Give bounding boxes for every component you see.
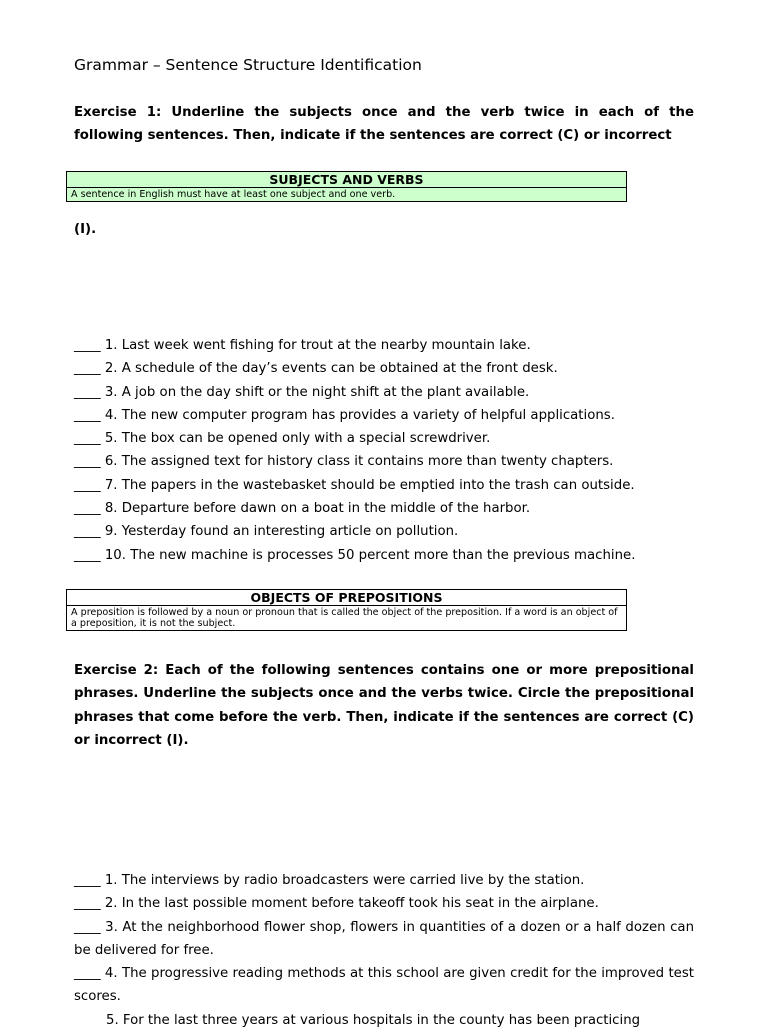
exercise1-instructions: Exercise 1: Underline the subjects once and the verb twice in each of the following sentences. Then, indicate if the sentences are correct (C) or incorrect — [74, 105, 694, 144]
list-item: ____ 9. Yesterday found an interesting article on pollution. — [74, 524, 459, 540]
exercise1-list — [74, 334, 694, 567]
list-item: ____ 4. The progressive reading methods at this school are given credit for the improved test scores. — [74, 966, 694, 1005]
list-item: ____ 4. The new computer program has provides a variety of helpful applications. — [74, 407, 615, 423]
list-item: ____ 2. In the last possible moment before takeoff took his seat in the airplane. — [74, 896, 599, 912]
list-item: ____ 10. The new machine is processes 50 percent more than the previous machine. — [74, 547, 636, 563]
list-item: ____ 3. A job on the day shift or the night shift at the plant available. — [74, 384, 530, 400]
subjects-verbs-text: A sentence in English must have at least one subject and one verb. — [71, 189, 396, 200]
exercise2-list — [74, 869, 694, 1032]
list-item: ____ 7. The papers in the wastebasket should be emptied into the trash can outside. — [74, 477, 635, 493]
list-item: ____ 3. At the neighborhood flower shop, flowers in quantities of a dozen or a half dozen can be delivered for free. — [74, 919, 694, 958]
objects-prepositions-box — [66, 589, 627, 631]
list-item: ____ 5. The box can be opened only with a special screwdriver. — [74, 431, 491, 447]
list-item: ____ 1. The interviews by radio broadcasters were carried live by the station. — [74, 873, 585, 888]
list-item: ____ 1. Last week went fishing for trout at the nearby mountain lake. — [74, 338, 531, 353]
list-item: ____ 2. A schedule of the day’s events can be obtained at the front desk. — [74, 361, 558, 377]
page-title: Grammar – Sentence Structure Identification — [74, 56, 422, 74]
exercise1-instructions-tail: (I). — [74, 222, 97, 237]
subjects-verbs-box — [66, 171, 627, 202]
list-item: ____ 6. The assigned text for history class it contains more than twenty chapters. — [74, 454, 614, 470]
list-item: 5. For the last three years at various hospitals in the county has been practicing — [106, 1012, 641, 1028]
exercise2-instructions: Exercise 2: Each of the following sentences contains one or more prepositional phrases. Underline the subjects once and the verbs twice. Circle the prepositional phrases that come before the verb. Then, indicate if the sentences are correct (C) or incorrect (I). — [74, 663, 694, 748]
subjects-verbs-heading: SUBJECTS AND VERBS — [67, 172, 626, 188]
list-item: ____ 8. Departure before dawn on a boat in the middle of the harbor. — [74, 501, 531, 517]
objects-prepositions-text: A preposition is followed by a noun or pronoun that is called the object of the preposition. If a word is an object of a preposition, it is not the subject. — [71, 607, 618, 629]
objects-prepositions-heading: OBJECTS OF PREPOSITIONS — [67, 590, 626, 606]
